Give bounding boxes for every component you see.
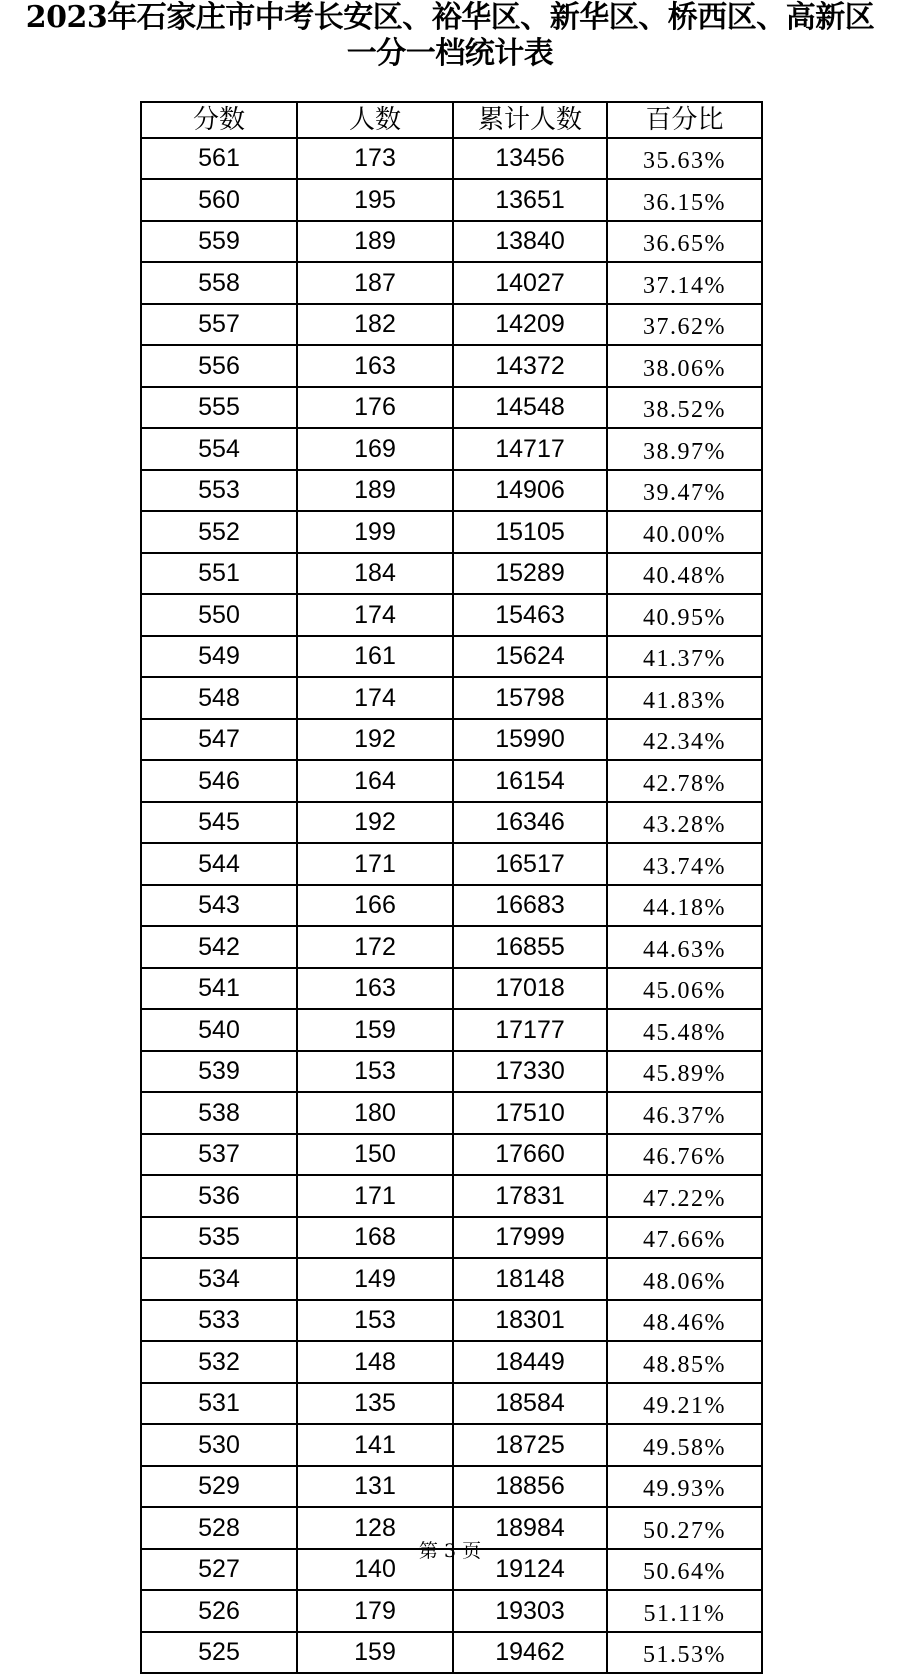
count-cell: 180 [297, 1092, 453, 1134]
table-body [141, 138, 762, 1674]
table-row [141, 1134, 762, 1176]
count-cell: 131 [297, 1466, 453, 1508]
cumulative-cell: 14717 [453, 428, 607, 470]
table-row [141, 1258, 762, 1300]
table-row [141, 1383, 762, 1425]
score-cell: 528 [141, 1507, 297, 1549]
count-cell: 163 [297, 345, 453, 387]
cumulative-cell: 16683 [453, 885, 607, 927]
percent-cell: 47.66% [607, 1217, 762, 1259]
header-percent: 百分比 [607, 102, 762, 138]
cumulative-cell: 18584 [453, 1383, 607, 1425]
count-cell: 172 [297, 926, 453, 968]
score-cell: 553 [141, 470, 297, 512]
percent-cell: 38.52% [607, 387, 762, 429]
table-row [141, 1341, 762, 1383]
cumulative-cell: 18725 [453, 1424, 607, 1466]
percent-cell: 50.64% [607, 1549, 762, 1591]
percent-cell: 42.34% [607, 719, 762, 761]
percent-cell: 43.28% [607, 802, 762, 844]
cumulative-cell: 17330 [453, 1051, 607, 1093]
percent-cell: 45.89% [607, 1051, 762, 1093]
percent-cell: 38.06% [607, 345, 762, 387]
count-cell: 187 [297, 262, 453, 304]
table-row [141, 1092, 762, 1134]
count-cell: 159 [297, 1009, 453, 1051]
percent-cell: 51.53% [607, 1632, 762, 1674]
percent-cell: 38.97% [607, 428, 762, 470]
score-cell: 536 [141, 1175, 297, 1217]
percent-cell: 48.06% [607, 1258, 762, 1300]
count-cell: 169 [297, 428, 453, 470]
count-cell: 164 [297, 760, 453, 802]
percent-cell: 42.78% [607, 760, 762, 802]
table-row [141, 262, 762, 304]
score-cell: 535 [141, 1217, 297, 1259]
cumulative-cell: 15624 [453, 636, 607, 678]
score-distribution-table [140, 101, 763, 1674]
score-cell: 529 [141, 1466, 297, 1508]
table-row [141, 138, 762, 180]
table-row [141, 1175, 762, 1217]
score-cell: 548 [141, 677, 297, 719]
cumulative-cell: 16346 [453, 802, 607, 844]
document-title-line2: 一分一档统计表 [346, 36, 554, 71]
table-row [141, 428, 762, 470]
percent-cell: 47.22% [607, 1175, 762, 1217]
count-cell: 148 [297, 1341, 453, 1383]
score-cell: 549 [141, 636, 297, 678]
cumulative-cell: 13651 [453, 179, 607, 221]
count-cell: 135 [297, 1383, 453, 1425]
count-cell: 192 [297, 719, 453, 761]
percent-cell: 40.95% [607, 594, 762, 636]
percent-cell: 36.65% [607, 221, 762, 263]
cumulative-cell: 14906 [453, 470, 607, 512]
score-cell: 561 [141, 138, 297, 180]
table-row [141, 511, 762, 553]
cumulative-cell: 13456 [453, 138, 607, 180]
cumulative-cell: 19303 [453, 1590, 607, 1632]
table-row [141, 843, 762, 885]
count-cell: 159 [297, 1632, 453, 1674]
percent-cell: 39.47% [607, 470, 762, 512]
count-cell: 128 [297, 1507, 453, 1549]
table-row [141, 802, 762, 844]
score-cell: 530 [141, 1424, 297, 1466]
cumulative-cell: 16517 [453, 843, 607, 885]
cumulative-cell: 18984 [453, 1507, 607, 1549]
score-cell: 551 [141, 553, 297, 595]
percent-cell: 49.93% [607, 1466, 762, 1508]
count-cell: 168 [297, 1217, 453, 1259]
score-cell: 538 [141, 1092, 297, 1134]
score-cell: 546 [141, 760, 297, 802]
cumulative-cell: 14548 [453, 387, 607, 429]
table-row [141, 1590, 762, 1632]
count-cell: 171 [297, 843, 453, 885]
cumulative-cell: 15463 [453, 594, 607, 636]
table-row [141, 719, 762, 761]
score-cell: 560 [141, 179, 297, 221]
score-cell: 532 [141, 1341, 297, 1383]
count-cell: 161 [297, 636, 453, 678]
score-cell: 531 [141, 1383, 297, 1425]
table-row [141, 345, 762, 387]
percent-cell: 37.62% [607, 304, 762, 346]
cumulative-cell: 17831 [453, 1175, 607, 1217]
count-cell: 195 [297, 179, 453, 221]
page-number: 第 3 页 [418, 1540, 482, 1562]
percent-cell: 48.46% [607, 1300, 762, 1342]
percent-cell: 41.83% [607, 677, 762, 719]
percent-cell: 51.11% [607, 1590, 762, 1632]
percent-cell: 49.58% [607, 1424, 762, 1466]
count-cell: 174 [297, 594, 453, 636]
table-row [141, 1632, 762, 1674]
cumulative-cell: 19462 [453, 1632, 607, 1674]
count-cell: 150 [297, 1134, 453, 1176]
percent-cell: 44.18% [607, 885, 762, 927]
table-row [141, 1424, 762, 1466]
count-cell: 182 [297, 304, 453, 346]
cumulative-cell: 14372 [453, 345, 607, 387]
cumulative-cell: 18449 [453, 1341, 607, 1383]
count-cell: 192 [297, 802, 453, 844]
percent-cell: 44.63% [607, 926, 762, 968]
table-row [141, 677, 762, 719]
table-row [141, 760, 762, 802]
cumulative-cell: 14027 [453, 262, 607, 304]
percent-cell: 48.85% [607, 1341, 762, 1383]
table-header-row [141, 102, 762, 138]
percent-cell: 36.15% [607, 179, 762, 221]
score-cell: 555 [141, 387, 297, 429]
percent-cell: 40.00% [607, 511, 762, 553]
score-cell: 556 [141, 345, 297, 387]
score-cell: 542 [141, 926, 297, 968]
score-cell: 539 [141, 1051, 297, 1093]
score-cell: 527 [141, 1549, 297, 1591]
score-cell: 534 [141, 1258, 297, 1300]
percent-cell: 43.74% [607, 843, 762, 885]
cumulative-cell: 15105 [453, 511, 607, 553]
cumulative-cell: 19124 [453, 1549, 607, 1591]
score-cell: 559 [141, 221, 297, 263]
percent-cell: 37.14% [607, 262, 762, 304]
table-row [141, 1466, 762, 1508]
cumulative-cell: 13840 [453, 221, 607, 263]
score-cell: 554 [141, 428, 297, 470]
count-cell: 171 [297, 1175, 453, 1217]
cumulative-cell: 16855 [453, 926, 607, 968]
table-row [141, 470, 762, 512]
score-cell: 541 [141, 968, 297, 1010]
table-row [141, 1217, 762, 1259]
table-row [141, 304, 762, 346]
score-cell: 543 [141, 885, 297, 927]
percent-cell: 41.37% [607, 636, 762, 678]
score-cell: 540 [141, 1009, 297, 1051]
score-cell: 558 [141, 262, 297, 304]
table-row [141, 553, 762, 595]
cumulative-cell: 15289 [453, 553, 607, 595]
cumulative-cell: 15990 [453, 719, 607, 761]
cumulative-cell: 15798 [453, 677, 607, 719]
count-cell: 173 [297, 138, 453, 180]
table-row [141, 636, 762, 678]
cumulative-cell: 18856 [453, 1466, 607, 1508]
count-cell: 166 [297, 885, 453, 927]
percent-cell: 45.48% [607, 1009, 762, 1051]
cumulative-cell: 17177 [453, 1009, 607, 1051]
table-row [141, 179, 762, 221]
table-row [141, 1009, 762, 1051]
score-cell: 533 [141, 1300, 297, 1342]
score-cell: 550 [141, 594, 297, 636]
count-cell: 189 [297, 470, 453, 512]
table-row [141, 594, 762, 636]
header-score: 分数 [141, 102, 297, 138]
score-cell: 537 [141, 1134, 297, 1176]
header-cumulative: 累计人数 [453, 102, 607, 138]
cumulative-cell: 18148 [453, 1258, 607, 1300]
percent-cell: 50.27% [607, 1507, 762, 1549]
score-cell: 545 [141, 802, 297, 844]
cumulative-cell: 17510 [453, 1092, 607, 1134]
percent-cell: 45.06% [607, 968, 762, 1010]
table-row [141, 221, 762, 263]
cumulative-cell: 14209 [453, 304, 607, 346]
score-cell: 547 [141, 719, 297, 761]
count-cell: 153 [297, 1300, 453, 1342]
table-row [141, 1051, 762, 1093]
percent-cell: 46.76% [607, 1134, 762, 1176]
count-cell: 149 [297, 1258, 453, 1300]
count-cell: 176 [297, 387, 453, 429]
table-row [141, 885, 762, 927]
count-cell: 179 [297, 1590, 453, 1632]
cumulative-cell: 17660 [453, 1134, 607, 1176]
count-cell: 189 [297, 221, 453, 263]
percent-cell: 40.48% [607, 553, 762, 595]
cumulative-cell: 17999 [453, 1217, 607, 1259]
document-title-line1: 2023年石家庄市中考长安区、裕华区、新华区、桥西区、高新区 [25, 0, 875, 35]
cumulative-cell: 17018 [453, 968, 607, 1010]
score-cell: 552 [141, 511, 297, 553]
cumulative-cell: 16154 [453, 760, 607, 802]
percent-cell: 35.63% [607, 138, 762, 180]
count-cell: 199 [297, 511, 453, 553]
count-cell: 174 [297, 677, 453, 719]
count-cell: 184 [297, 553, 453, 595]
score-cell: 557 [141, 304, 297, 346]
score-cell: 526 [141, 1590, 297, 1632]
count-cell: 141 [297, 1424, 453, 1466]
score-cell: 544 [141, 843, 297, 885]
count-cell: 140 [297, 1549, 453, 1591]
header-count: 人数 [297, 102, 453, 138]
table-row [141, 968, 762, 1010]
percent-cell: 49.21% [607, 1383, 762, 1425]
count-cell: 153 [297, 1051, 453, 1093]
cumulative-cell: 18301 [453, 1300, 607, 1342]
table-row [141, 926, 762, 968]
table-row [141, 387, 762, 429]
score-cell: 525 [141, 1632, 297, 1674]
percent-cell: 46.37% [607, 1092, 762, 1134]
count-cell: 163 [297, 968, 453, 1010]
table-row [141, 1300, 762, 1342]
